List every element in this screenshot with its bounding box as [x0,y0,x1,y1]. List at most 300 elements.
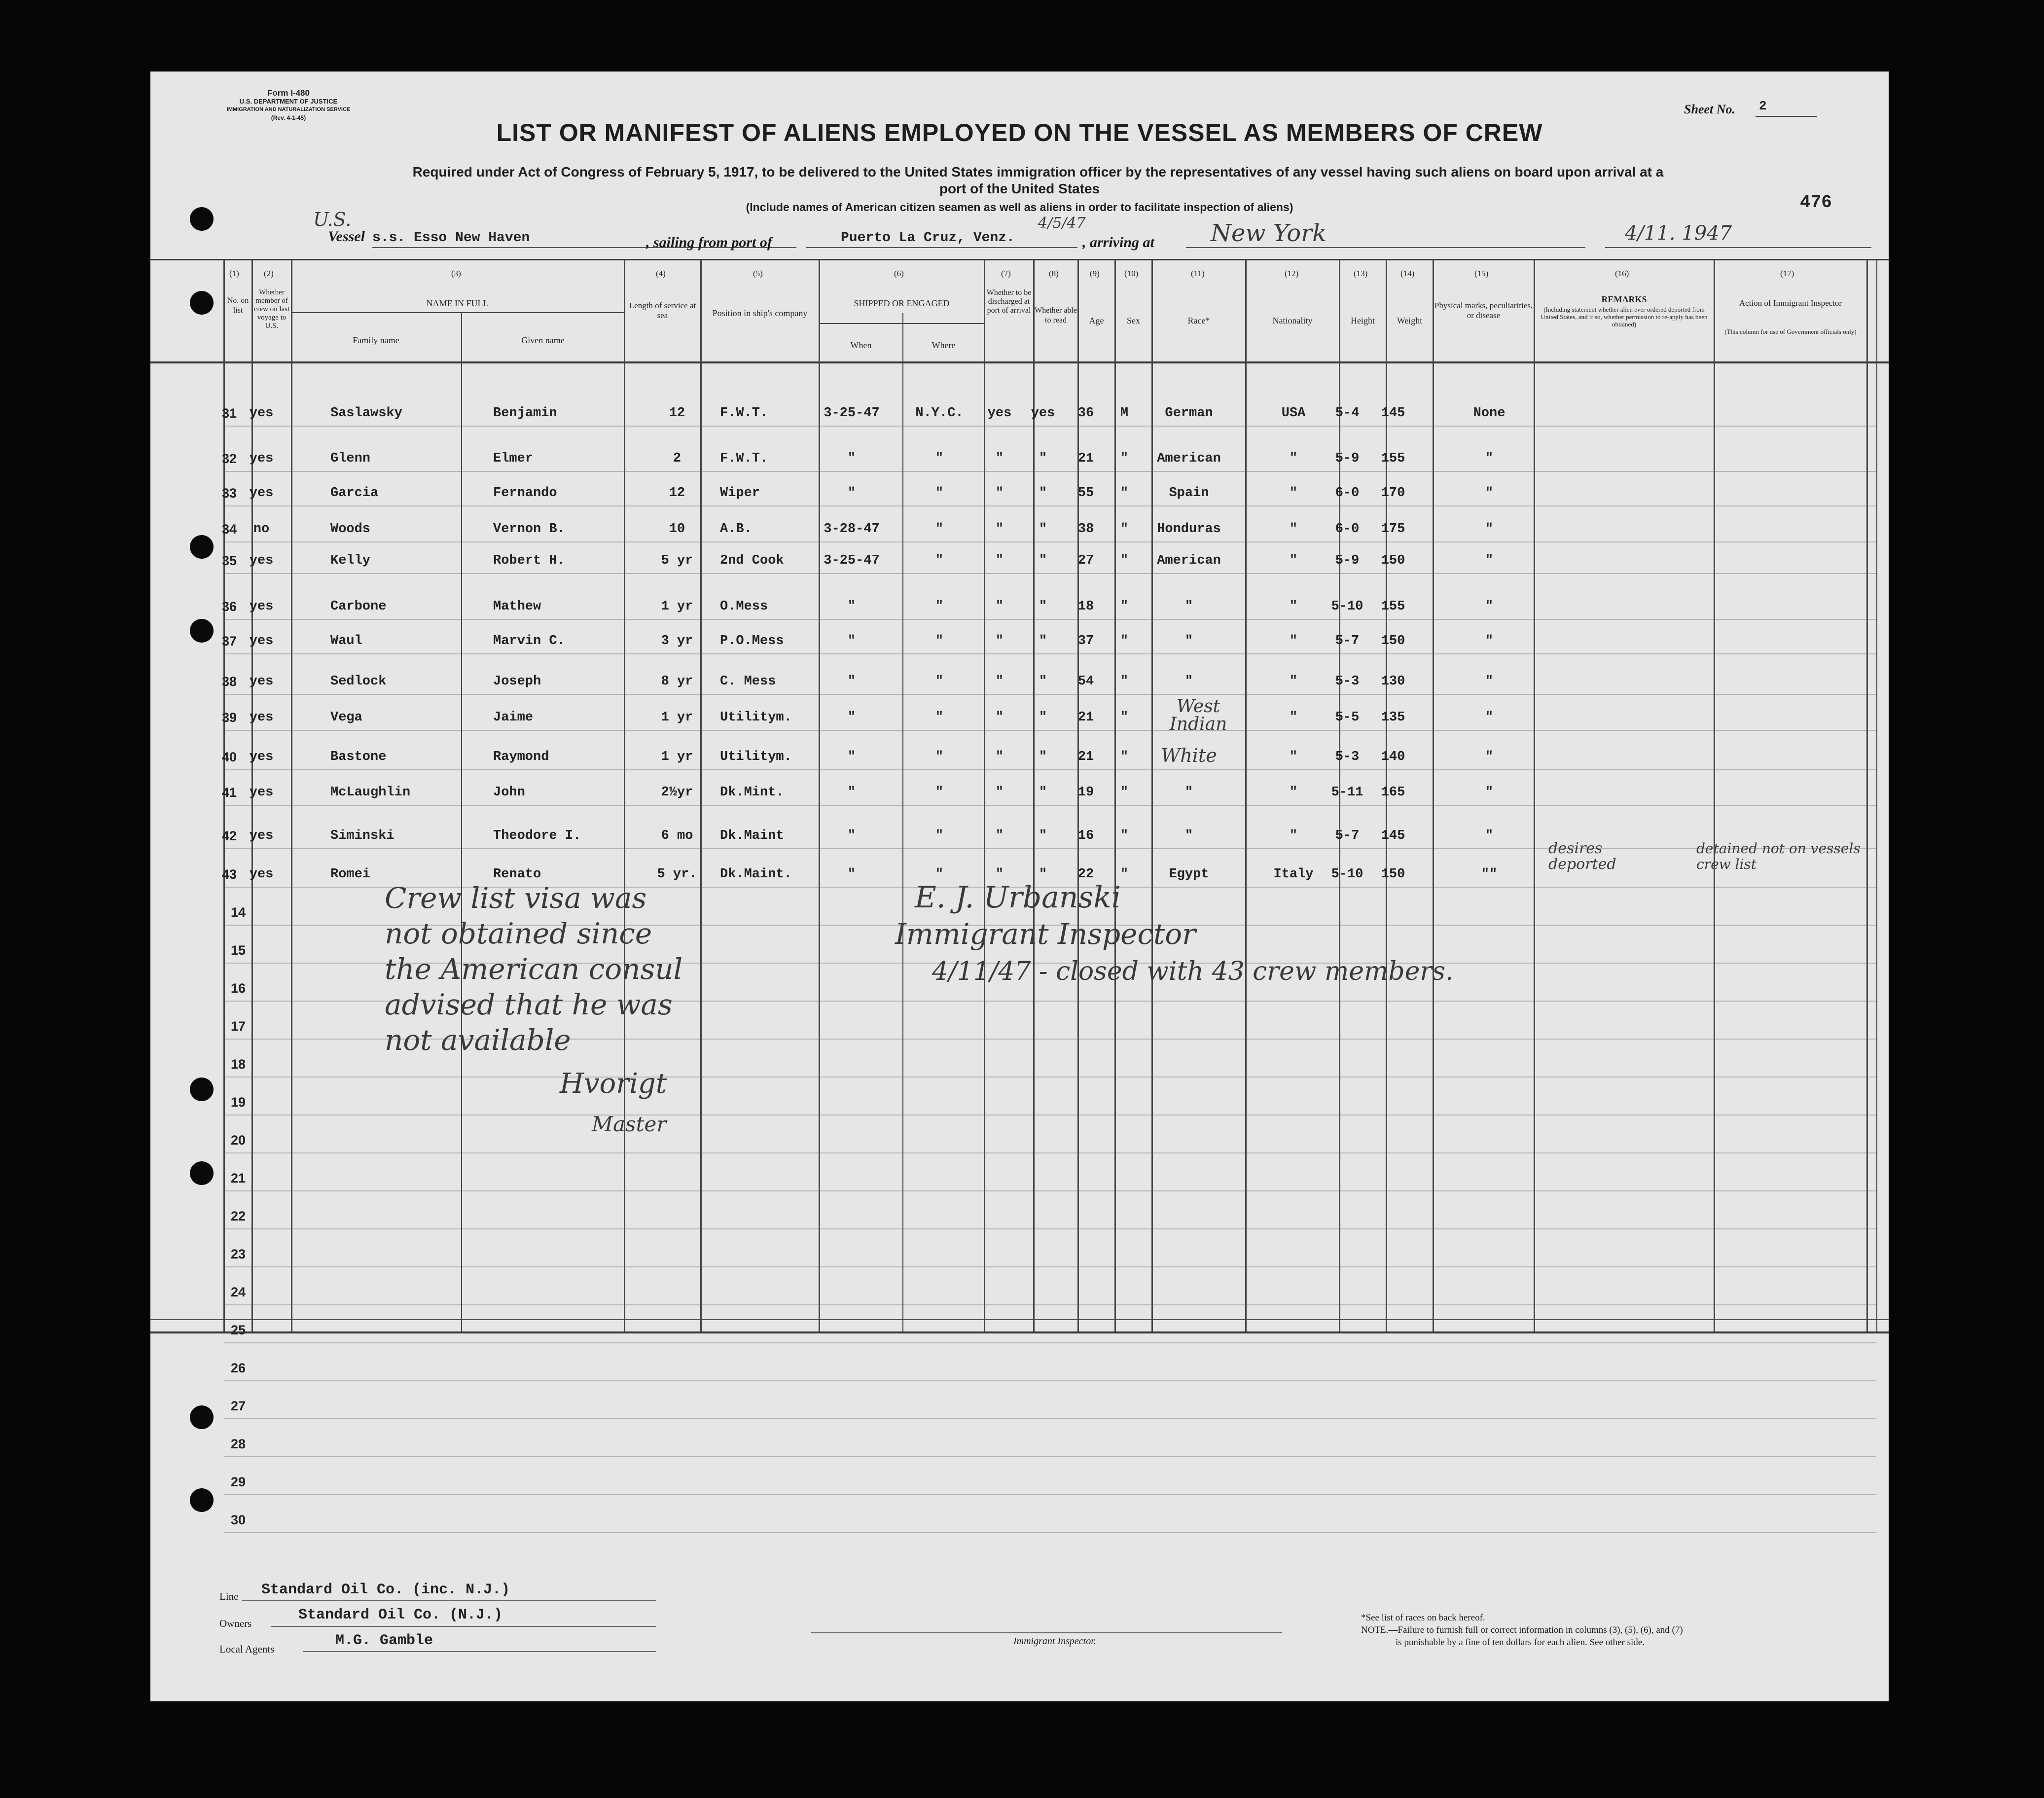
row-marks: " [1485,750,1494,764]
row-read: " [1039,867,1047,882]
row-discharged: " [995,451,1004,466]
row-last-voyage: yes [249,710,274,725]
row-discharged: yes [987,406,1012,421]
row-number: 28 [231,1437,246,1451]
row-family-name: Siminski [330,828,394,843]
row-weight: 145 [1381,828,1405,843]
row-nationality: " [1289,710,1298,725]
row-weight: 150 [1381,867,1405,882]
row-position: Wiper [720,486,760,501]
row-rule [224,653,1876,654]
row-service: 5 yr [661,553,693,568]
row-given-name: Mathew [493,599,541,614]
row-where: " [935,553,944,568]
row-weight: 140 [1381,750,1405,764]
row-age: 55 [1077,486,1094,501]
row-given-name: Raymond [493,750,549,764]
row-rule [224,1494,1876,1495]
master-signature: Hvorigt [560,1068,667,1100]
col-num-2: (2) [264,269,274,278]
col-num-7: (7) [1001,269,1011,278]
hdr-age: Age [1089,316,1104,325]
row-height: 5-5 [1335,710,1360,725]
row-marks: " [1485,785,1494,800]
row-sex: " [1120,710,1129,725]
hdr-last-voyage: Whether member of crew on last voyage to U.S. [253,288,290,330]
row-where: " [935,486,944,501]
row-number: 23 [231,1247,246,1261]
row-race: Egypt [1169,867,1209,882]
row-number: 17 [231,1019,246,1034]
shipped-subheader-rule [819,323,984,324]
footer-agents-label: Local Agents [219,1643,275,1655]
col-num-16: (16) [1615,269,1629,278]
row-age: 21 [1077,710,1094,725]
row-number: 34 [222,522,237,537]
row-sex: " [1120,553,1129,568]
master-note-line: not obtained since [385,917,652,950]
col-num-9: (9) [1090,269,1100,278]
arrival-port: New York [1211,219,1327,247]
row-marks: "" [1481,867,1498,882]
row-sex: " [1120,634,1129,648]
row-sex: " [1120,867,1129,882]
row-weight: 170 [1381,486,1405,501]
row-rule [224,769,1876,770]
row-family-name: Romei [330,867,371,882]
hdr-service: Length of service at sea [629,301,696,320]
row-number: 21 [231,1171,246,1186]
col-num-17: (17) [1780,269,1794,278]
row-weight: 155 [1381,599,1405,614]
punch-hole [190,619,214,643]
col-num-1: (1) [229,269,239,278]
row-last-voyage: yes [249,828,274,843]
row-race: " [1184,828,1193,843]
row-sex: M [1120,406,1129,421]
row-marks: " [1485,553,1494,568]
row-last-voyage: yes [249,867,274,882]
row-race: Spain [1169,486,1209,501]
sheet-stamp: 476 [1800,192,1832,213]
form-service: IMMIGRATION AND NATURALIZATION SERVICE [226,107,351,112]
table-bottom-rule-2 [150,1319,1889,1320]
row-height: 5-10 [1331,599,1363,614]
row-service: 2 [673,451,681,466]
row-nationality: Italy [1273,867,1314,882]
row-weight: 150 [1381,553,1405,568]
row-position: Utilitym. [720,710,792,725]
row-marks: None [1473,406,1506,421]
row-given-name: Marvin C. [493,634,565,648]
sheet-label: Sheet No. [1684,102,1735,116]
punch-hole [190,1161,214,1185]
footer-note-2: is punishable by a fine of ten dollars for each alien. See other side. [1396,1637,1645,1648]
row-where: " [935,674,944,689]
row-discharged: " [995,553,1004,568]
row-discharged: " [995,785,1004,800]
row-position: Dk.Mint. [720,785,784,800]
row-marks: " [1485,522,1494,537]
row-number: 32 [222,451,237,466]
row-last-voyage: yes [249,750,274,764]
row-discharged: " [995,599,1004,614]
row-when: " [847,486,856,501]
sheet-number: 2 [1759,99,1767,113]
row-weight: 165 [1381,785,1405,800]
hdr-position: Position in ship's company [712,308,808,318]
row-discharged: " [995,867,1004,882]
row-read: " [1039,828,1047,843]
row-number: 14 [231,905,246,920]
hdr-where: Where [932,340,956,350]
col-num-5: (5) [753,269,763,278]
row-height: 5-3 [1335,750,1360,764]
row-weight: 145 [1381,406,1405,421]
row-position: Dk.Maint [720,828,784,843]
punch-hole [190,1405,214,1429]
row-number: 35 [222,553,237,568]
row-read: " [1039,750,1047,764]
row-marks: " [1485,828,1494,843]
row-nationality: " [1289,486,1298,501]
row-position: Utilitym. [720,750,792,764]
arriving-label: , arriving at [1082,234,1154,251]
master-note-line: the American consul [385,952,683,986]
row-number: 30 [231,1512,246,1527]
row-rule [224,1190,1876,1191]
row-family-name: Bastone [330,750,387,764]
row-nationality: " [1289,599,1298,614]
closing-note: 4/11/47 - closed with 43 crew members. [932,957,1454,986]
row-marks: " [1485,599,1494,614]
row-number: 25 [231,1323,246,1337]
punch-hole [190,291,214,315]
row-height: 6-0 [1335,522,1360,537]
col-line [1876,259,1877,1331]
col-line [902,313,903,1331]
row-height: 5-7 [1335,634,1360,648]
row-read: " [1039,634,1047,648]
hdr-no-on-list: No. on list [227,296,249,315]
row-last-voyage: yes [249,406,274,421]
departure-date: 4/5/47 [1038,215,1086,232]
row-age: 38 [1077,522,1094,537]
inspector-signature: E. J. Urbanski [915,880,1121,915]
row-43-action: detained not on vessels crew list [1696,840,1861,872]
row-number: 19 [231,1095,246,1110]
row-position: F.W.T. [720,406,768,421]
punch-hole [190,535,214,559]
row-number: 27 [231,1399,246,1413]
subtitle-line-1: Required under Act of Congress of February 5, 1917, to be delivered to the United States immigration officer by the representatives of any vessel having such aliens on board upon arrival at a [412,164,1664,180]
departure-port: Puerto La Cruz, Venz. [841,230,1015,246]
master-title: Master [592,1112,667,1136]
hdr-action: Action of Immigrant Inspector [1739,298,1842,308]
row-rule [224,426,1876,427]
row-given-name: Joseph [493,674,541,689]
arrival-underline [1186,247,1585,248]
col-line [1433,259,1434,1331]
row-given-name: Jaime [493,710,534,725]
row-rule [224,730,1876,731]
row-last-voyage: yes [249,451,274,466]
row-age: 21 [1077,750,1094,764]
row-rule [224,1228,1876,1229]
row-number: 29 [231,1474,246,1489]
hdr-remarks-note: (Including statement whether alien ever ordered deported from United States, and if so, whether permission to re-apply has been obtained) [1541,306,1708,328]
row-nationality: USA [1281,406,1306,421]
row-age: 37 [1077,634,1094,648]
row-family-name: Waul [330,634,362,648]
row-discharged: " [995,750,1004,764]
row-marks: " [1485,674,1494,689]
row-given-name: Theodore I. [493,828,581,843]
row-read: " [1039,486,1047,501]
row-rule [224,1266,1876,1267]
port-underline [806,247,1077,248]
footer-inspector-label: Immigrant Inspector. [1013,1636,1096,1647]
row-service: 2½yr [661,785,693,800]
row-discharged: " [995,634,1004,648]
row-position: O.Mess [720,599,768,614]
row-family-name: Woods [330,522,371,537]
row-race: " [1184,674,1193,689]
row-where: " [935,867,944,882]
row-age: 54 [1077,674,1094,689]
row-given-name: Renato [493,867,541,882]
vessel-name: s.s. Esso New Haven [372,230,530,246]
row-family-name: Kelly [330,553,371,568]
row-number: 18 [231,1057,246,1072]
hdr-remarks: REMARKS [1601,294,1647,304]
punch-hole [190,1078,214,1101]
footer-agents-rule [303,1651,656,1652]
row-last-voyage: yes [249,634,274,648]
col-num-4: (4) [656,269,666,278]
row-when: " [847,599,856,614]
inspector-title: Immigrant Inspector [895,917,1196,951]
sailing-label: , sailing from port of [646,234,772,251]
col-line [624,259,625,1331]
row-rule [224,471,1876,472]
row-when: 3-25-47 [824,406,880,421]
row-when: " [847,867,856,882]
row-where: N.Y.C. [915,406,964,421]
row-height: 5-3 [1335,674,1360,689]
row-race: Honduras [1157,522,1221,537]
col-num-14: (14) [1400,269,1415,278]
row-number: 20 [231,1133,246,1148]
hdr-weight: Weight [1397,316,1423,325]
col-num-11: (11) [1191,269,1205,278]
master-note-line: advised that he was [385,988,673,1021]
hdr-able-read: Whether able to read [1035,306,1077,324]
row-sex: " [1120,522,1129,537]
row-number: 24 [231,1285,246,1299]
row-race: German [1165,406,1213,421]
table-top-rule [150,259,1889,260]
col-num-12: (12) [1285,269,1299,278]
footer-race-note: *See list of races on back hereof. [1361,1613,1485,1623]
row-height: 5-7 [1335,828,1360,843]
row-given-name: Vernon B. [493,522,565,537]
row-marks: " [1485,486,1494,501]
row-family-name: McLaughlin [330,785,411,800]
form-dept: U.S. DEPARTMENT OF JUSTICE [239,98,338,105]
row-height: 5-4 [1335,406,1360,421]
row-position: 2nd Cook [720,553,784,568]
row-nationality: " [1289,634,1298,648]
row-when: " [847,750,856,764]
page-title: LIST OR MANIFEST OF ALIENS EMPLOYED ON THE VESSEL AS MEMBERS OF CREW [496,119,1543,146]
row-read: yes [1031,406,1055,421]
subtitle-line-2: port of the United States [939,181,1100,196]
row-race: West Indian [1169,696,1227,734]
hdr-when: When [850,340,872,350]
row-race: American [1157,553,1221,568]
row-number: 33 [222,486,237,501]
row-height: 6-0 [1335,486,1360,501]
row-given-name: Fernando [493,486,557,501]
row-where: " [935,710,944,725]
row-where: " [935,828,944,843]
row-where: " [935,750,944,764]
row-sex: " [1120,750,1129,764]
col-num-15: (15) [1474,269,1489,278]
row-rule [224,541,1876,542]
row-discharged: " [995,674,1004,689]
row-rule [224,1152,1876,1153]
hdr-shipped: SHIPPED OR ENGAGED [854,298,950,308]
col-line [1714,259,1715,1331]
row-race: " [1184,599,1193,614]
row-nationality: " [1289,451,1298,466]
row-when: " [847,710,856,725]
row-when: " [847,828,856,843]
master-note-line: Crew list visa was [385,881,647,915]
hdr-height: Height [1351,316,1375,325]
col-line [1866,259,1868,1331]
row-number: 37 [222,634,237,648]
name-subheader-rule [291,312,624,313]
row-43-remarks: desires deported [1548,840,1616,873]
punch-hole [190,1488,214,1512]
hdr-discharged: Whether to be discharged at port of arrival [986,288,1032,315]
row-family-name: Vega [330,710,362,725]
footer-owners-value: Standard Oil Co. (N.J.) [298,1607,503,1623]
row-rule [224,505,1876,506]
row-nationality: " [1289,522,1298,537]
row-height: 5-10 [1331,867,1363,882]
row-age: 16 [1077,828,1094,843]
arrival-date: 4/11. 1947 [1625,222,1732,245]
row-given-name: John [493,785,525,800]
row-number: 41 [222,785,237,800]
row-given-name: Elmer [493,451,534,466]
hdr-sex: Sex [1127,316,1140,325]
row-rule [224,1304,1876,1305]
row-sex: " [1120,674,1129,689]
col-num-10: (10) [1124,269,1139,278]
row-discharged: " [995,522,1004,537]
row-service: 1 yr [661,599,693,614]
footer-line-rule [242,1600,656,1601]
form-id-block [224,89,353,122]
row-weight: 150 [1381,634,1405,648]
row-nationality: " [1289,750,1298,764]
row-height: 5-9 [1335,553,1360,568]
hdr-race: Race* [1187,316,1210,325]
row-discharged: " [995,710,1004,725]
row-marks: " [1485,451,1494,466]
row-where: " [935,599,944,614]
row-rule [224,619,1876,620]
header-bottom-rule [150,361,1889,363]
row-number: 40 [222,750,237,764]
row-weight: 135 [1381,710,1405,725]
row-given-name: Benjamin [493,406,557,421]
sheet-underline [1756,116,1817,117]
hdr-nationality: Nationality [1272,316,1313,325]
row-rule [224,1532,1876,1533]
row-rule [224,1380,1876,1381]
row-sex: " [1120,785,1129,800]
row-race: White [1161,745,1217,766]
row-service: 8 yr [661,674,693,689]
hdr-name-in-full: NAME IN FULL [426,298,489,308]
row-rule [224,805,1876,806]
manifest-sheet [150,72,1889,1701]
row-service: 6 mo [661,828,693,843]
row-rule [224,1418,1876,1419]
row-rule [224,1077,1876,1078]
col-num-13: (13) [1354,269,1368,278]
row-given-name: Robert H. [493,553,565,568]
row-age: 27 [1077,553,1094,568]
hdr-physical-marks: Physical marks, peculiarities, or disease [1434,301,1533,320]
row-number: 16 [231,981,246,996]
row-age: 36 [1077,406,1094,421]
row-last-voyage: yes [249,486,274,501]
row-service: 12 [669,406,685,421]
row-weight: 130 [1381,674,1405,689]
row-service: 1 yr [661,750,693,764]
row-read: " [1039,674,1047,689]
col-num-6: (6) [894,269,904,278]
row-rule [224,1456,1876,1457]
date-underline [1605,247,1871,248]
row-rule [224,694,1876,695]
subtitle-note: (Include names of American citizen seamen as well as aliens in order to facilitate inspection of aliens) [746,201,1293,214]
row-sex: " [1120,486,1129,501]
row-when: " [847,674,856,689]
row-rule [224,573,1876,574]
form-rev: (Rev. 4-1-45) [271,114,306,121]
row-discharged: " [995,486,1004,501]
row-read: " [1039,553,1047,568]
row-when: " [847,785,856,800]
row-rule [224,1342,1876,1343]
row-position: C. Mess [720,674,776,689]
row-number: 42 [222,828,237,843]
row-number: 31 [222,406,237,421]
row-family-name: Garcia [330,486,379,501]
row-last-voyage: yes [249,553,274,568]
hdr-action-note: (This column for use of Government officials only) [1724,328,1857,335]
row-age: 18 [1077,599,1094,614]
row-age: 19 [1077,785,1094,800]
